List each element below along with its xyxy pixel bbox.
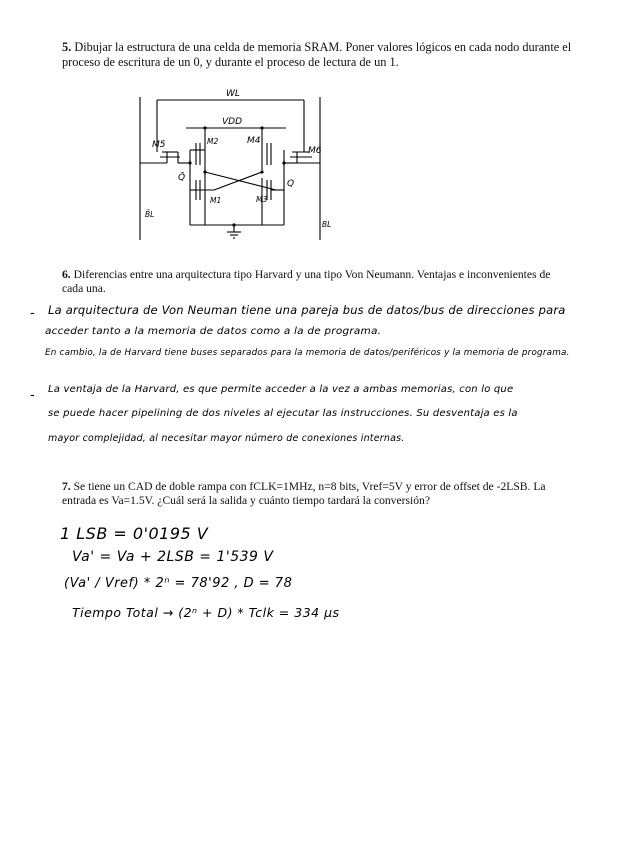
answer-6-line-6: mayor complejidad, al necesitar mayor número de conexiones internas. [48,433,405,444]
bl-label: BL [322,220,332,229]
question-7-number: 7. [62,480,71,493]
m4-label: M4 [247,136,261,146]
m5-label: M5 [152,140,166,150]
work-7-line-3: (Va' / Vref) * 2ⁿ = 78'92 , D = 78 [64,576,293,591]
m1-label: M1 [210,196,222,205]
m2-label: M2 [207,137,219,146]
answer-6-line-5: se puede hacer pipelining de dos niveles al ejecutar las instrucciones. Su desventaja es la [48,408,518,419]
question-7 [62,480,582,508]
question-5-text: Dibujar la estructura de una celda de memoria SRAM. Poner valores lógicos en cada nodo durante el proceso de escritura de un 0, y durante el proceso de lectura de un 1. [62,40,572,69]
q-label: Q [287,179,295,189]
question-5-number: 5. [62,40,72,54]
answer-6-line-1: La arquitectura de Von Neuman tiene una pareja bus de datos/bus de direcciones para [48,303,566,317]
m6-label: M6 [308,146,322,156]
answer-6-line-2: acceder tanto a la memoria de datos como a la de programa. [45,326,382,337]
question-6 [62,268,567,296]
vdd-label: VDD [222,117,243,127]
answer-6-line-3: En cambio, la de Harvard tiene buses separados para la memoria de datos/periféricos y la memoria de programa. [45,348,570,358]
bullet-dash: - [30,306,35,321]
answer-6-line-4: La ventaja de la Harvard, es que permite acceder a la vez a ambas memorias, con lo que [48,384,514,395]
bl-bar-label: B̄L [145,210,155,219]
question-7-text: Se tiene un CAD de doble rampa con fCLK=1MHz, n=8 bits, Vref=5V y error de offset de -2LSB. La entrada es Va=1.5V. ¿Cuál será la salida y cuánto tiempo tardará la conversión? [62,480,546,507]
wl-label: WL [226,89,240,99]
bullet-dash: - [30,388,35,403]
question-6-number: 6. [62,268,71,281]
m3-label: M3 [256,195,268,204]
work-7-line-1: 1 LSB = 0'0195 V [60,524,209,543]
q-bar-label: Q̄ [178,173,186,183]
work-7-line-4: Tiempo Total → (2ⁿ + D) * Tclk = 334 µs [72,605,340,620]
question-6-text: Diferencias entre una arquitectura tipo Harvard y una tipo Von Neumann. Ventajas e inconvenientes de cada una. [62,268,551,295]
work-7-line-2: Va' = Va + 2LSB = 1'539 V [72,549,274,565]
